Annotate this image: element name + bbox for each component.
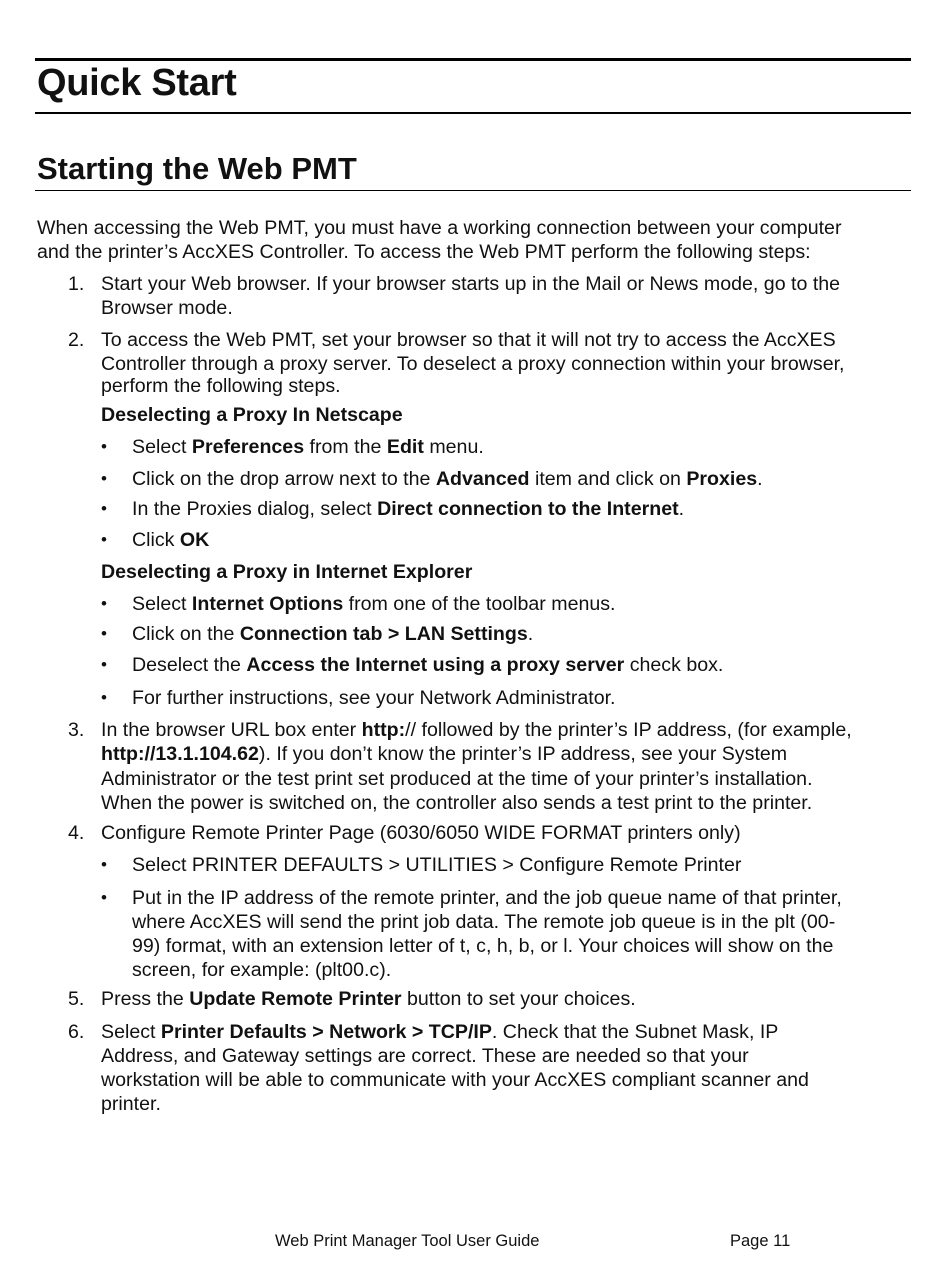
intro-line: and the printer’s AccXES Controller. To access the Web PMT perform the following steps: (37, 241, 811, 263)
step-number: 3. (68, 719, 85, 741)
step-number: 6. (68, 1021, 85, 1043)
step6-line: printer. (101, 1093, 161, 1115)
step-number: 1. (68, 273, 85, 295)
netscape-bullet-2: Click on the drop arrow next to the Advanced item and click on Proxies. (132, 468, 763, 490)
ie-heading: Deselecting a Proxy in Internet Explorer (101, 561, 473, 583)
step3-line: In the browser URL box enter http:// followed by the printer’s IP address, (for example, (101, 719, 852, 741)
netscape-bullet-3: In the Proxies dialog, select Direct connection to the Internet. (132, 498, 685, 520)
bullet: • (101, 624, 107, 643)
netscape-heading: Deselecting a Proxy In Netscape (101, 404, 403, 426)
footer-title: Web Print Manager Tool User Guide (275, 1232, 540, 1250)
title-underline (35, 112, 911, 114)
bullet: • (101, 888, 107, 907)
step5-line: Press the Update Remote Printer button to set your choices. (101, 988, 636, 1010)
ie-bullet-4: For further instructions, see your Network Administrator. (132, 687, 616, 709)
chapter-title: Quick Start (37, 62, 237, 104)
step4-bullet-2-line: screen, for example: (plt00.c). (132, 959, 392, 981)
step4-bullet-2-line: where AccXES will send the print job data. The remote job queue is in the plt (00- (132, 911, 836, 933)
step3-line: When the power is switched on, the controller also sends a test print to the printer. (101, 792, 813, 814)
bullet: • (101, 655, 107, 674)
step1-line: Browser mode. (101, 297, 233, 319)
ie-bullet-2: Click on the Connection tab > LAN Settings. (132, 623, 534, 645)
intro-line: When accessing the Web PMT, you must have a working connection between your computer (37, 217, 842, 239)
bullet: • (101, 499, 107, 518)
step4-line: Configure Remote Printer Page (6030/6050 WIDE FORMAT printers only) (101, 822, 741, 844)
bullet: • (101, 437, 107, 456)
netscape-bullet-1: Select Preferences from the Edit menu. (132, 436, 484, 458)
step1-line: Start your Web browser. If your browser starts up in the Mail or News mode, go to the (101, 273, 841, 295)
bullet: • (101, 530, 107, 549)
step2-line: perform the following steps. (101, 375, 341, 397)
step-number: 4. (68, 822, 85, 844)
bullet: • (101, 855, 107, 874)
top-rule (35, 58, 911, 61)
step3-line: http://13.1.104.62). If you don’t know the printer’s IP address, see your System (101, 743, 788, 765)
step6-line: workstation will be able to communicate with your AccXES compliant scanner and (101, 1069, 809, 1091)
step3-line: Administrator or the test print set produced at the time of your printer’s installation. (101, 768, 813, 790)
bullet: • (101, 688, 107, 707)
step2-line: To access the Web PMT, set your browser so that it will not try to access the AccXES (101, 329, 836, 351)
ie-bullet-3: Deselect the Access the Internet using a proxy server check box. (132, 654, 724, 676)
ie-bullet-1: Select Internet Options from one of the toolbar menus. (132, 593, 616, 615)
step2-line: Controller through a proxy server. To deselect a proxy connection within your browser, (101, 353, 845, 375)
step6-line: Address, and Gateway settings are correct. These are needed so that your (101, 1045, 749, 1067)
bullet: • (101, 594, 107, 613)
footer-page-number: Page 11 (730, 1232, 791, 1250)
section-title: Starting the Web PMT (37, 151, 357, 186)
section-underline (35, 190, 911, 191)
step4-bullet-2-line: Put in the IP address of the remote printer, and the job queue name of that printer, (132, 887, 842, 909)
step-number: 5. (68, 988, 85, 1010)
step-number: 2. (68, 329, 85, 351)
netscape-bullet-4: Click OK (132, 529, 210, 551)
step4-bullet-1: Select PRINTER DEFAULTS > UTILITIES > Configure Remote Printer (132, 854, 742, 876)
step4-bullet-2-line: 99) format, with an extension letter of t, c, h, b, or l. Your choices will show on the (132, 935, 834, 957)
bullet: • (101, 469, 107, 488)
step6-line: Select Printer Defaults > Network > TCP/IP. Check that the Subnet Mask, IP (101, 1021, 779, 1043)
